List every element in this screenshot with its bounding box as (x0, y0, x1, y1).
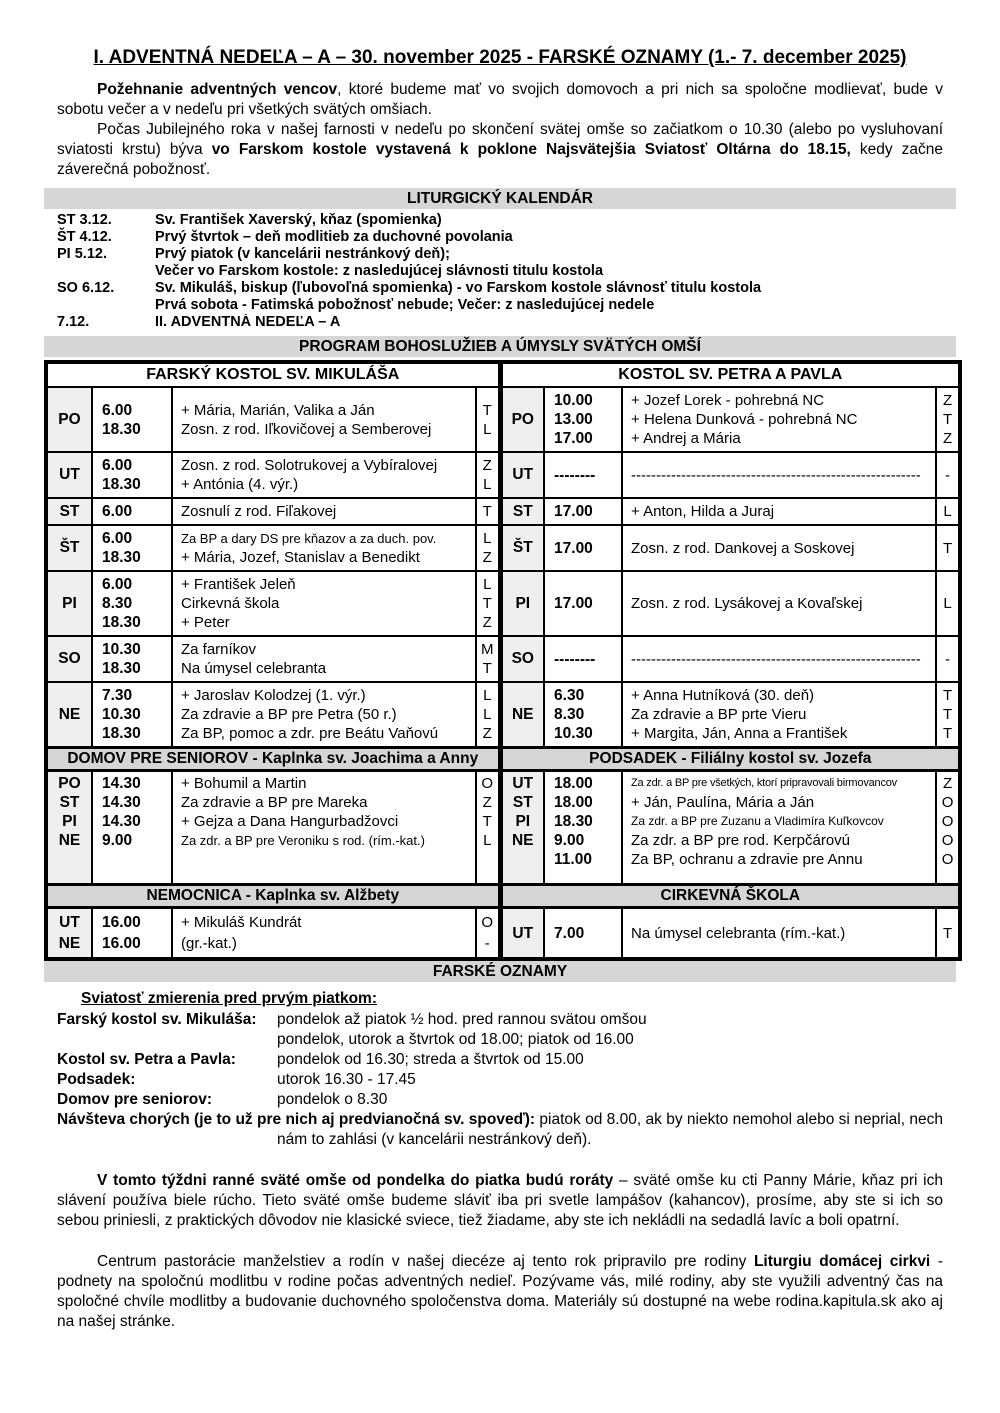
mass-time: 18.30 (102, 420, 141, 438)
mass-intention: + Bohumil a Martin (181, 775, 307, 792)
priest-letter: L (483, 420, 492, 438)
day-cell: PO (500, 387, 544, 452)
confession-line: pondelok, utorok a štvrtok od 18.00; piatok od 16.00 (277, 1031, 634, 1048)
mass-intention: Za farníkov (181, 641, 257, 658)
priest-letter: O (941, 832, 954, 849)
mass-time: -------- (554, 650, 596, 668)
program-header: PROGRAM BOHOSLUŽIEB A ÚMYSLY SVÄTÝCH OMŠÍ (44, 336, 956, 357)
confession-row (57, 1090, 943, 1110)
letter-cell (936, 498, 960, 525)
letter-cell (476, 525, 500, 571)
priest-letter: Z (942, 392, 953, 409)
confession-row (57, 1070, 943, 1090)
mass-row (46, 682, 960, 748)
church-header-left: DOMOV PRE SENIOROV - Kaplnka sv. Joachima a Anny (46, 748, 500, 771)
calendar-row (57, 246, 943, 280)
mass-intention: + Ján, Paulína, Mária a Ján (631, 794, 815, 811)
priest-letter: Z (482, 614, 492, 631)
mass-time: 11.00 (554, 851, 592, 868)
mass-time: 18.30 (102, 614, 141, 631)
mass-time: 8.30 (554, 706, 585, 723)
priest-letter: L (483, 687, 492, 704)
day-label: NE (58, 935, 81, 952)
priest-letter: M (481, 641, 494, 658)
priest-letter: T (942, 924, 953, 942)
letter-cell (936, 908, 960, 960)
sick-visit-note: Návšteva chorých (je to už pre nich aj predvianočná sv. spoveď): piatok od 8.00, ak by niekto nemohol alebo si neprial, nech nám to zahlási (v kancelárii nestránkový deň). (57, 1111, 943, 1148)
day-label: PI (62, 813, 77, 830)
priest-letter: - (484, 935, 490, 952)
time-cell (92, 908, 172, 960)
mass-intention: + Anna Hutníková (30. deň) (631, 687, 815, 704)
mass-intention: + Antónia (4. výr.) (181, 476, 299, 493)
mass-time: 9.00 (554, 832, 585, 849)
intro-paragraph-1: Požehnanie adventných vencov, ktoré budeme mať vo svojich domovoch a pri nich sa spoločne modlievať, bude v sobotu večer a v nedeľu pri všetkých svätých omšiach. (57, 81, 943, 118)
calendar-lines (155, 229, 943, 246)
priest-letter: O (941, 851, 954, 868)
letter-cell (936, 525, 960, 571)
intention-cell (172, 682, 476, 748)
letter-cell (476, 498, 500, 525)
confession-label: Kostol sv. Petra a Pavla: (57, 1051, 236, 1068)
mass-time: 6.00 (102, 503, 133, 520)
day-cell (500, 771, 544, 885)
day-label (503, 850, 544, 869)
mass-time: 14.30 (102, 813, 141, 830)
calendar-day: ŠT 4.12. (57, 229, 112, 245)
mass-time: 16.00 (102, 935, 141, 952)
mass-time: 14.30 (102, 775, 141, 792)
day-cell: PO (46, 387, 92, 452)
priest-letter: L (483, 832, 492, 849)
mass-header-row (46, 885, 960, 908)
mass-row (46, 525, 960, 571)
mass-intention: + Andrej a Mária (631, 430, 741, 447)
mass-time: 18.30 (102, 660, 141, 677)
time-cell (544, 525, 622, 571)
day-label: UT (512, 924, 534, 942)
confession-rows (57, 1010, 943, 1110)
priest-letter: - (945, 466, 951, 484)
day-cell: SO (500, 636, 544, 682)
time-cell (544, 771, 622, 885)
priest-letter: O (941, 813, 954, 830)
time-cell (92, 571, 172, 636)
church-header-right: PODSADEK - Filiálny kostol sv. Jozefa (500, 748, 960, 771)
intention-cell (172, 771, 476, 885)
time-cell (92, 525, 172, 571)
mass-time: 18.00 (554, 775, 593, 792)
intention-cell (622, 387, 936, 452)
time-cell (92, 771, 172, 885)
confession-lines (277, 1050, 943, 1070)
intention-cell (172, 525, 476, 571)
time-cell (92, 498, 172, 525)
confession-label: Farský kostol sv. Mikuláša: (57, 1011, 257, 1028)
calendar-day: PI 5.12. (57, 246, 107, 262)
priest-letter: O (481, 775, 494, 792)
mass-intention: Za zdr. a BP pre rod. Kerpčárovú (631, 832, 851, 849)
day-cell: ST (500, 498, 544, 525)
mass-time: 18.30 (102, 725, 141, 742)
calendar-day: SO 6.12. (57, 280, 115, 296)
day-cell (500, 908, 544, 960)
mass-intention: Zosn. z rod. Solotrukovej a Vybíralovej (181, 457, 438, 474)
mass-time: 6.30 (554, 687, 585, 704)
calendar-lines (155, 314, 943, 331)
mass-intention: Za zdr. a BP pre Zuzanu a Vladimíra Kuľkovcov (631, 814, 884, 828)
mass-intention: (gr.-kat.) (181, 935, 237, 952)
mass-time: 17.00 (554, 430, 593, 447)
intention-cell (622, 636, 936, 682)
day-cell: ŠT (500, 525, 544, 571)
liturgical-calendar (57, 212, 943, 331)
confession-row (57, 1010, 943, 1050)
priest-letter: - (945, 650, 951, 668)
day-label: UT (512, 775, 534, 792)
time-cell (92, 682, 172, 748)
mass-time: 7.00 (554, 924, 585, 942)
priest-letter: T (942, 411, 953, 428)
priest-letter: O (941, 794, 954, 811)
letter-cell (936, 387, 960, 452)
confession-section (57, 988, 943, 1150)
calendar-day: ST 3.12. (57, 212, 112, 228)
priest-letter: T (942, 706, 953, 723)
priest-letter: Z (942, 775, 953, 792)
mass-time: 10.30 (102, 641, 141, 658)
mass-time: 17.00 (554, 503, 593, 520)
priest-letter: T (482, 401, 492, 419)
mass-intention: Za zdravie a BP pre Mareka (181, 794, 368, 811)
time-cell (92, 636, 172, 682)
mass-intention: Zosn. z rod. Dankovej a Soskovej (631, 539, 855, 557)
day-cell: UT (46, 452, 92, 498)
mass-time: 6.00 (102, 401, 133, 419)
intention-cell (622, 908, 936, 960)
mass-time: 10.00 (554, 392, 593, 409)
confession-label: Podsadek: (57, 1071, 136, 1088)
letter-cell (936, 571, 960, 636)
calendar-row (57, 280, 943, 314)
mass-intention: Zosn. z rod. Iľkovičovej a Semberovej (181, 420, 432, 438)
mass-time: 9.00 (102, 832, 133, 849)
intention-cell (622, 771, 936, 885)
priest-letter: L (943, 595, 952, 612)
letter-cell (476, 571, 500, 636)
mass-intention: + Margita, Ján, Anna a František (631, 725, 848, 742)
mass-time: 10.30 (102, 706, 141, 723)
confession-line: pondelok až piatok ½ hod. pred rannou svätou omšou (277, 1011, 647, 1028)
mass-intention: + Gejza a Dana Hangurbadžovci (181, 813, 399, 830)
calendar-line: Prvý štvrtok – deň modlitieb za duchovné povolania (155, 229, 513, 245)
confession-row (57, 1050, 943, 1070)
mass-row (46, 452, 960, 498)
day-cell: PI (46, 571, 92, 636)
day-cell: SO (46, 636, 92, 682)
priest-letter: L (483, 706, 492, 723)
letter-cell (476, 636, 500, 682)
day-cell (46, 771, 92, 885)
mass-time: 6.00 (102, 576, 133, 593)
mass-intention: + Mária, Marián, Valika a Ján (181, 401, 375, 419)
intention-cell (622, 682, 936, 748)
church-header-left: FARSKÝ KOSTOL SV. MIKULÁŠA (46, 362, 500, 387)
letter-cell (936, 636, 960, 682)
intention-cell (172, 498, 476, 525)
mass-time: 18.00 (554, 794, 593, 811)
mass-time: 14.30 (102, 794, 141, 811)
intention-cell (172, 387, 476, 452)
confession-lines (277, 1010, 943, 1050)
day-cell: PI (500, 571, 544, 636)
mass-intention: Za BP a dary DS pre kňazov a za duch. pov. (181, 531, 437, 546)
priest-letter: Z (482, 794, 492, 811)
mass-block-row (46, 771, 960, 885)
calendar-row (57, 212, 943, 229)
priest-letter: Z (942, 430, 953, 447)
farske-oznamy-header: FARSKÉ OZNAMY (44, 961, 956, 982)
mass-intention: Zosn. z rod. Lysákovej a Kovaľskej (631, 595, 863, 612)
day-label: ST (59, 794, 80, 811)
intention-cell (622, 452, 936, 498)
time-cell (544, 498, 622, 525)
intention-cell (172, 908, 476, 960)
time-cell (544, 452, 622, 498)
mass-time: 13.00 (554, 411, 593, 428)
priest-letter: T (482, 503, 492, 520)
time-cell (544, 636, 622, 682)
mass-header-row (46, 748, 960, 771)
calendar-lines (155, 246, 943, 280)
priest-letter: T (942, 539, 953, 557)
family-liturgy-paragraph: Centrum pastorácie manželstiev a rodín v našej diecéze aj tento rok pripravilo pre rodiny Liturgiu domácej cirkvi - podnety na spoločnú modlitbu v rodine počas adventných nedieľ. Pozývame vás, milé rodiny, aby ste využili adventný čas na spoločné chvíle modlitby a budovanie duchovného spoločenstva doma. Materiály sú dostupné na webe rodina.kapitula.sk ako aj na našej stránke. (57, 1253, 944, 1330)
time-cell (92, 452, 172, 498)
priest-letter: L (943, 503, 952, 520)
mass-header-row (46, 362, 960, 387)
mass-intention: Za zdravie a BP pre Petra (50 r.) (181, 706, 397, 723)
day-cell: ST (46, 498, 92, 525)
church-header-right: KOSTOL SV. PETRA A PAVLA (500, 362, 960, 387)
mass-intention: Za zdr. a BP pre všetkých, ktorí pripravovali birmovancov (631, 777, 897, 789)
intention-cell (622, 571, 936, 636)
calendar-line: Sv. Mikuláš, biskup (ľubovoľná spomienka) - vo Farskom kostole slávnosť titulu kostola (155, 280, 762, 296)
calendar-lines (155, 212, 943, 229)
time-cell (544, 387, 622, 452)
liturgical-calendar-header: LITURGICKÝ KALENDÁR (44, 188, 956, 209)
day-cell: NE (46, 682, 92, 748)
priest-letter: O (481, 914, 494, 931)
church-header-right: CIRKEVNÁ ŠKOLA (500, 885, 960, 908)
priest-letter: Z (482, 457, 492, 474)
day-label: NE (58, 832, 81, 849)
confession-line: utorok 16.30 - 17.45 (277, 1071, 416, 1088)
rorate-paragraph: V tomto týždni ranné sväté omše od pondelka do piatka budú roráty – sväté omše ku cti Panny Márie, kňaz pri ich slávení používa biele rúcho. Tieto sväté omše budeme sláviť iba pri svetle lampášov (kahancov), prosíme, aby ste si ich so sebou priniesli, z praktických dôvodov nie klasické sviece, tiež žiadame, aby ste ich nekládli na sedadlá lavíc a boli opatrní. (57, 1172, 943, 1229)
time-cell (92, 387, 172, 452)
mass-time: 8.30 (102, 595, 133, 612)
day-label: PI (515, 813, 531, 830)
letter-cell (936, 682, 960, 748)
mass-intention: + Helena Dunková - pohrebná NC (631, 411, 858, 428)
day-label: NE (511, 832, 534, 849)
letter-cell (476, 908, 500, 960)
mass-intention: + Mária, Jozef, Stanislav a Benedikt (181, 549, 420, 566)
day-cell: UT (500, 452, 544, 498)
mass-time: 10.30 (554, 725, 593, 742)
priest-letter: T (942, 687, 953, 704)
mass-row (46, 571, 960, 636)
calendar-row (57, 314, 943, 331)
calendar-row (57, 229, 943, 246)
mass-intention: + Anton, Hilda a Juraj (631, 503, 775, 520)
calendar-lines (155, 280, 943, 314)
calendar-line: Sv. František Xaverský, kňaz (spomienka) (155, 212, 442, 228)
mass-time: 18.30 (102, 549, 141, 566)
mass-intention: Cirkevná škola (181, 595, 280, 612)
letter-cell (936, 771, 960, 885)
priest-letter: T (942, 725, 953, 742)
day-label: ST (512, 794, 533, 811)
mass-time: 7.30 (102, 687, 133, 704)
mass-intention: Za BP, pomoc a zdr. pre Beátu Vaňovú (181, 725, 439, 742)
mass-intention: Na úmysel celebranta (rím.-kat.) (631, 924, 846, 942)
mass-time: 6.00 (102, 457, 133, 474)
mass-time: 16.00 (102, 914, 141, 931)
mass-time: 6.00 (102, 530, 133, 547)
intention-cell (622, 525, 936, 571)
mass-row (46, 387, 960, 452)
mass-intention: Za BP, ochranu a zdravie pre Annu (631, 851, 863, 868)
mass-time: 17.00 (554, 539, 593, 557)
mass-schedule-table (44, 360, 962, 961)
priest-letter: Z (482, 549, 492, 566)
mass-time: 18.30 (554, 813, 593, 830)
letter-cell (476, 771, 500, 885)
letter-cell (476, 452, 500, 498)
confession-lines (277, 1070, 943, 1090)
calendar-line: Prvá sobota - Fatimská pobožnosť nebude; Večer: z nasledujúcej nedele (155, 297, 655, 313)
mass-intention: Zosnulí z rod. Fiľakovej (181, 503, 337, 520)
day-label: UT (59, 914, 80, 931)
priest-letter: T (482, 595, 492, 612)
calendar-line: Prvý piatok (v kancelárii nestránkový deň); (155, 246, 450, 262)
intention-cell (622, 498, 936, 525)
letter-cell (476, 682, 500, 748)
priest-letter: T (482, 813, 492, 830)
time-cell (544, 571, 622, 636)
letter-cell (476, 387, 500, 452)
letter-cell (936, 452, 960, 498)
confession-lines (277, 1090, 943, 1110)
mass-time: 17.00 (554, 595, 593, 612)
mass-intention: + František Jeleň (181, 576, 296, 593)
mass-block-row (46, 908, 960, 960)
calendar-line: II. ADVENTNÁ NEDEĽA – A (155, 314, 341, 330)
mass-row (46, 636, 960, 682)
confession-line: pondelok o 8.30 (277, 1091, 388, 1108)
mass-intention: ---------------------------------------------------------- (631, 466, 921, 484)
day-label: PO (58, 775, 81, 792)
intro-paragraph-2: Počas Jubilejného roka v našej farnosti v nedeľu po skončení svätej omše so začiatkom o 10.30 (alebo po vysluhovaní sviatosti krstu) býva vo Farskom kostole vystavená k poklone Najsvätejšia Sviatosť Oltárna do 18.15, kedy začne záverečná pobožnosť. (57, 121, 944, 178)
intention-cell (172, 571, 476, 636)
priest-letter: L (483, 576, 492, 593)
mass-intention: ---------------------------------------------------------- (631, 650, 921, 668)
priest-letter: T (482, 660, 492, 677)
mass-intention: + Jozef Lorek - pohrebná NC (631, 392, 825, 409)
priest-letter: L (483, 476, 492, 493)
mass-time: -------- (554, 466, 596, 484)
page-title: I. ADVENTNÁ NEDEĽA – A – 30. november 2025 - FARSKÉ OZNAMY (1.- 7. december 2025) (93, 47, 907, 68)
priest-letter: Z (482, 725, 492, 742)
mass-time: 18.30 (102, 476, 141, 493)
confession-line: pondelok od 16.30; streda a štvrtok od 15.00 (277, 1051, 584, 1068)
time-cell (544, 682, 622, 748)
mass-row (46, 498, 960, 525)
intention-cell (172, 636, 476, 682)
intention-cell (172, 452, 476, 498)
time-cell (544, 908, 622, 960)
confession-label: Domov pre seniorov: (57, 1091, 213, 1108)
calendar-line: Večer vo Farskom kostole: z nasledujúcej slávnosti titulu kostola (155, 263, 604, 279)
mass-intention: + Jaroslav Kolodzej (1. výr.) (181, 687, 366, 704)
day-cell: ŠT (46, 525, 92, 571)
priest-letter: L (483, 530, 492, 547)
day-cell (46, 908, 92, 960)
day-cell: NE (500, 682, 544, 748)
mass-intention: + Peter (181, 614, 230, 631)
church-header-left: NEMOCNICA - Kaplnka sv. Alžbety (46, 885, 500, 908)
mass-intention: Za zdravie a BP prte Vieru (631, 706, 807, 723)
mass-intention: Za zdr. a BP pre Veroniku s rod. (rím.-kat.) (181, 833, 425, 848)
mass-intention: + Mikuláš Kundrát (181, 914, 302, 931)
mass-intention: Na úmysel celebranta (181, 660, 327, 677)
confession-title: Sviatosť zmierenia pred prvým piatkom: (81, 990, 377, 1007)
calendar-day: 7.12. (57, 314, 90, 330)
